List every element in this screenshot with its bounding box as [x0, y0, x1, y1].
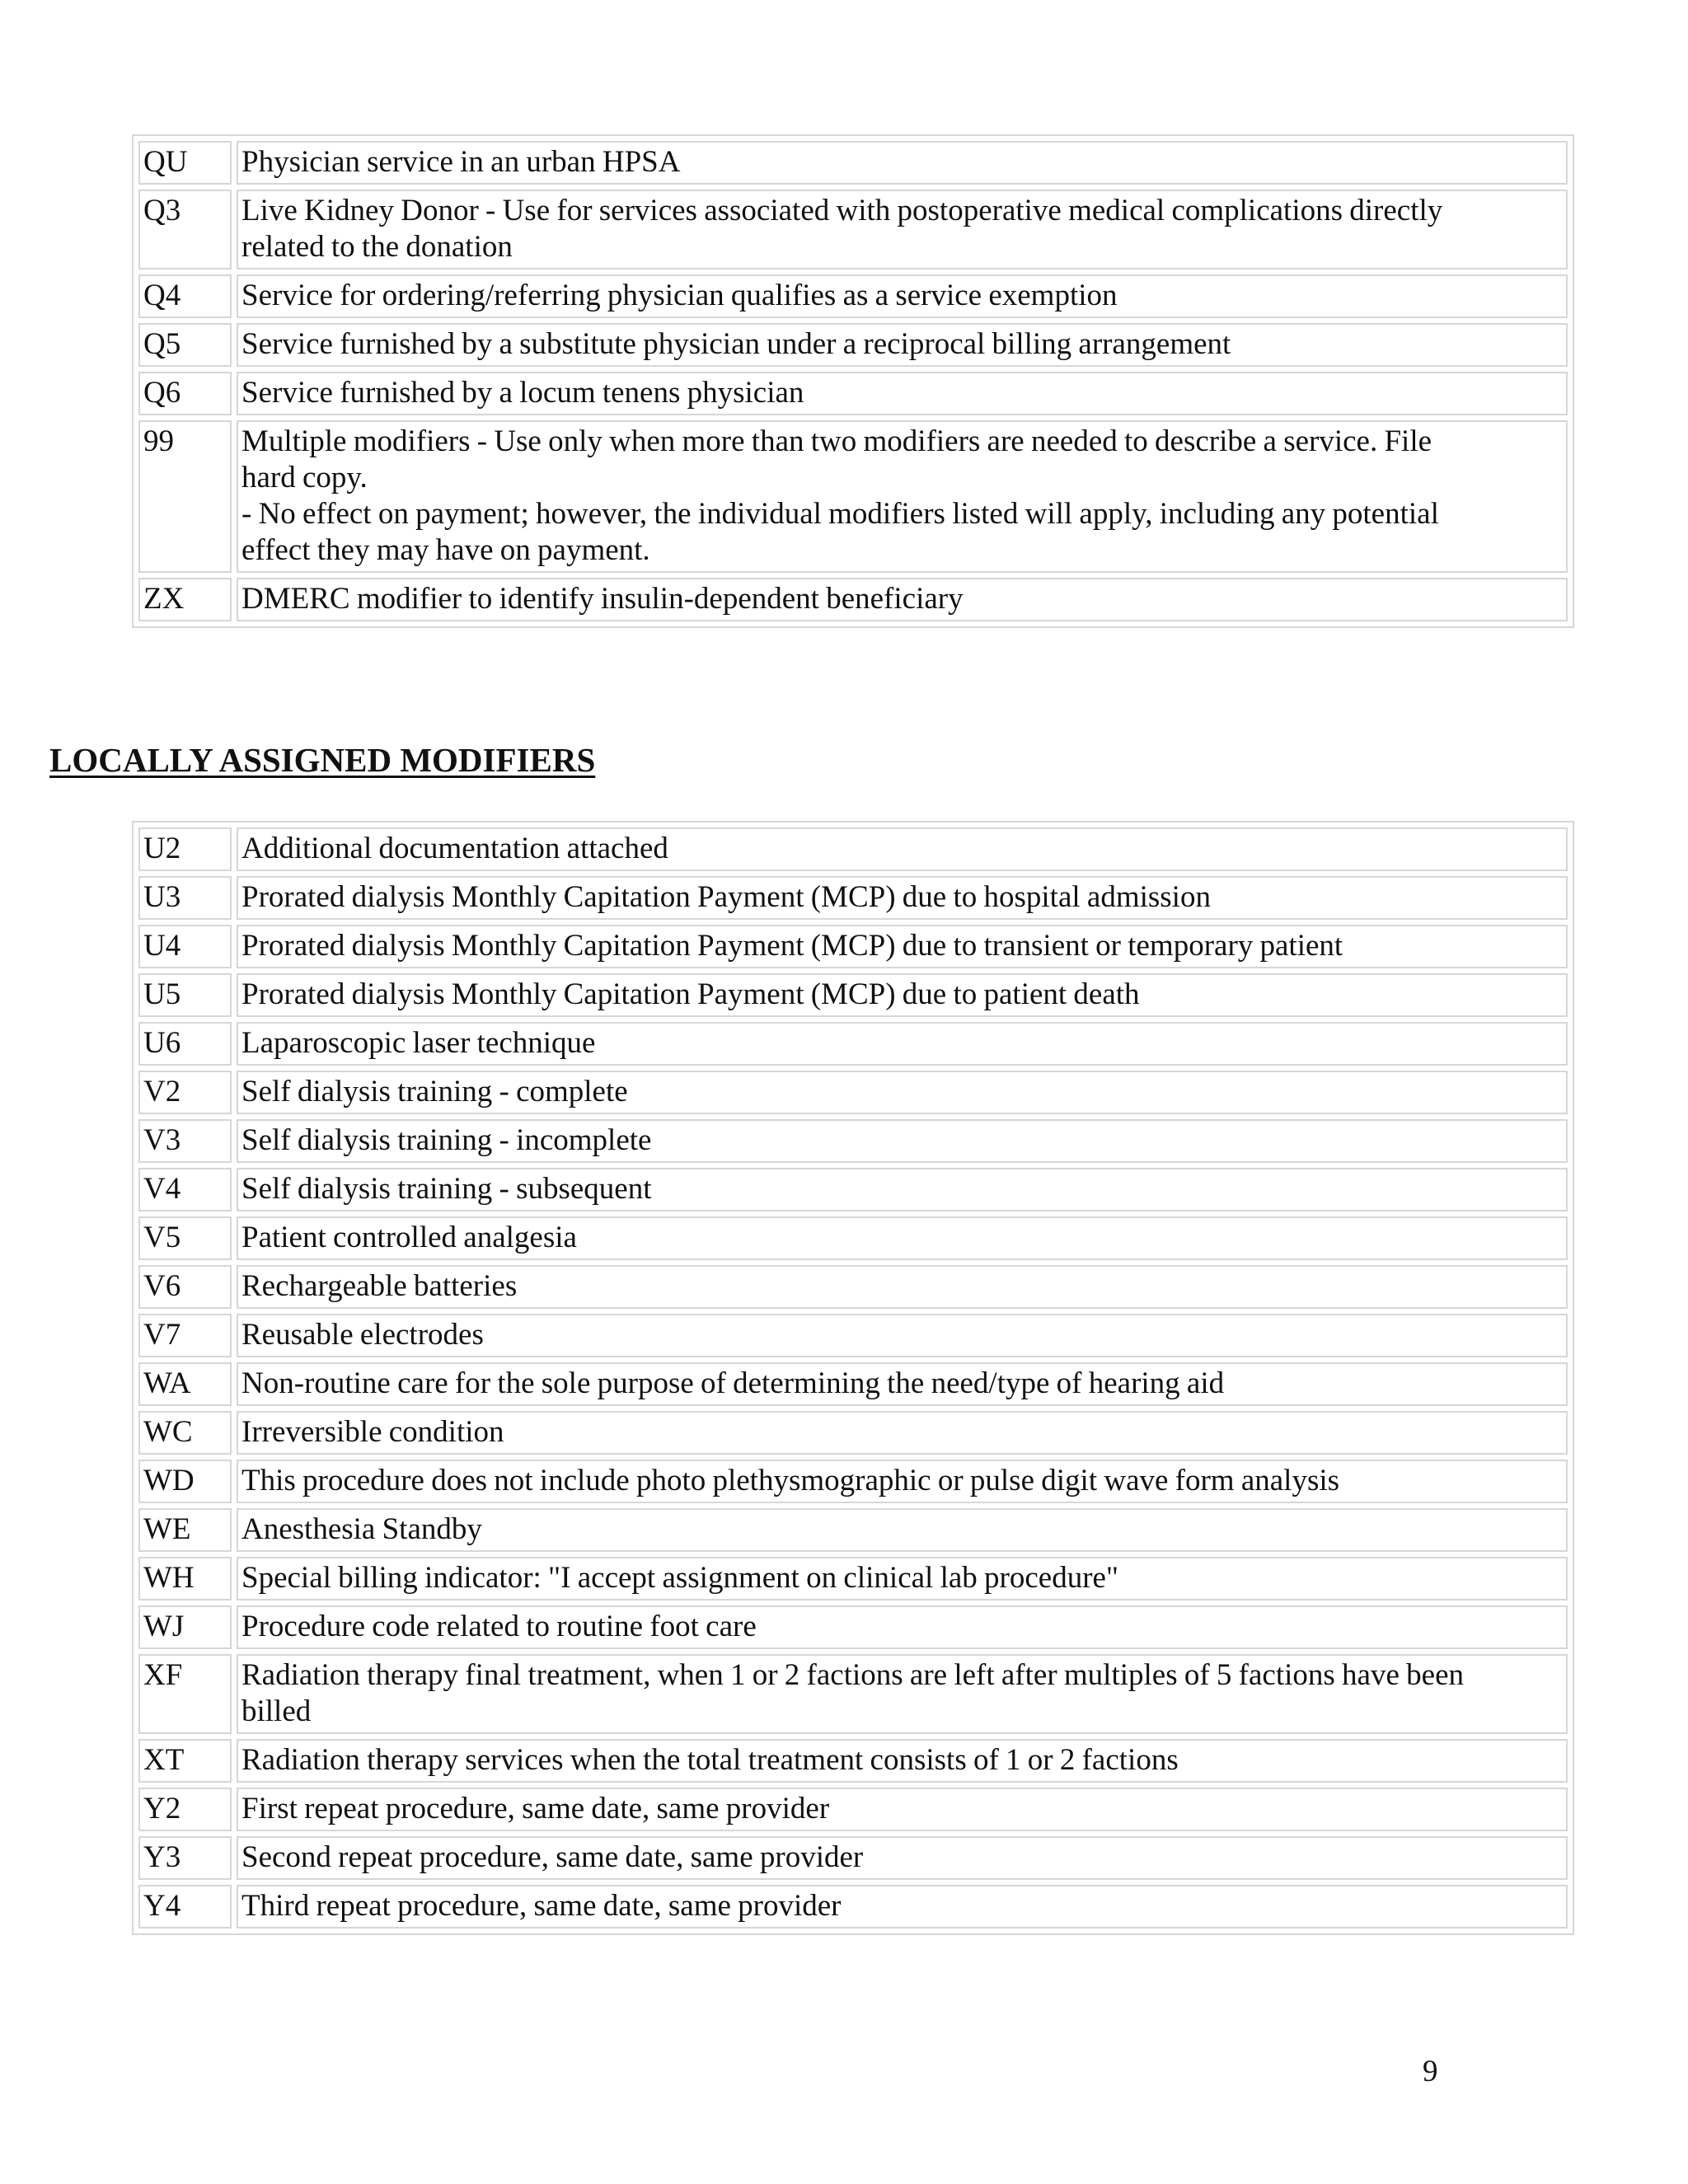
modifier-code: U2 — [138, 827, 232, 871]
modifier-description — [237, 141, 1568, 185]
description-line: Rechargeable batteries — [241, 1269, 518, 1303]
description-line: Third repeat procedure, same date, same provider — [241, 1889, 842, 1923]
table-row — [138, 1460, 1568, 1503]
modifier-description — [237, 274, 1568, 318]
modifier-code: U6 — [138, 1022, 232, 1066]
table-row — [138, 190, 1568, 269]
description-line: Prorated dialysis Monthly Capitation Payment (MCP) due to transient or temporary patient — [241, 929, 1343, 963]
description-line: Additional documentation attached — [241, 832, 668, 865]
table-row — [138, 973, 1568, 1017]
modifier-code: Q5 — [138, 323, 232, 367]
modifier-description — [237, 1557, 1568, 1601]
table-row — [138, 1168, 1568, 1212]
description-line: Self dialysis training - complete — [241, 1075, 628, 1108]
modifier-description — [237, 1119, 1568, 1163]
modifier-code: XF — [138, 1654, 232, 1734]
modifier-code: QU — [138, 141, 232, 185]
modifier-description — [237, 973, 1568, 1017]
table-row — [138, 1654, 1568, 1734]
description-line: hard copy. — [241, 461, 368, 494]
modifier-code: U3 — [138, 876, 232, 920]
modifier-description — [237, 1788, 1568, 1831]
description-line: Anesthesia Standby — [241, 1512, 482, 1546]
modifier-code: U4 — [138, 925, 232, 968]
description-line: Radiation therapy services when the total treatment consists of 1 or 2 factions — [241, 1743, 1179, 1777]
modifier-code: U5 — [138, 973, 232, 1017]
modifier-code: WE — [138, 1508, 232, 1552]
modifier-description — [237, 1314, 1568, 1357]
description-line: Patient controlled analgesia — [241, 1221, 577, 1254]
modifier-description — [237, 1885, 1568, 1929]
modifier-code: WA — [138, 1362, 232, 1406]
table-row — [138, 1885, 1568, 1929]
modifier-description — [237, 420, 1568, 573]
description-line: Physician service in an urban HPSA — [241, 145, 681, 179]
modifier-description — [237, 1508, 1568, 1552]
modifier-description — [237, 1022, 1568, 1066]
modifier-code: V3 — [138, 1119, 232, 1163]
description-line: Self dialysis training - incomplete — [241, 1123, 652, 1157]
description-line: Non-routine care for the sole purpose of determining the need/type of hearing aid — [241, 1366, 1225, 1400]
locally-assigned-modifier-table-body — [138, 827, 1568, 1929]
table-row — [138, 1557, 1568, 1601]
description-line: effect they may have on payment. — [241, 533, 650, 567]
modifier-code: Y3 — [138, 1836, 232, 1880]
description-line: Service furnished by a substitute physician under a reciprocal billing arrangement — [241, 327, 1231, 361]
modifier-description — [237, 876, 1568, 920]
description-line: Special billing indicator: "I accept assignment on clinical lab procedure" — [241, 1561, 1119, 1595]
modifier-description — [237, 372, 1568, 415]
modifier-code: Y4 — [138, 1885, 232, 1929]
modifier-description — [237, 1071, 1568, 1114]
table-row — [138, 925, 1568, 968]
table-row — [138, 1362, 1568, 1406]
description-line: Laparoscopic laser technique — [241, 1026, 596, 1060]
modifier-code: V6 — [138, 1265, 232, 1309]
modifier-code: V5 — [138, 1216, 232, 1260]
table-row — [138, 578, 1568, 621]
description-line: Service furnished by a locum tenens physician — [241, 376, 804, 410]
modifier-code: Q4 — [138, 274, 232, 318]
description-line: Prorated dialysis Monthly Capitation Payment (MCP) due to hospital admission — [241, 880, 1211, 914]
table-row — [138, 1265, 1568, 1309]
table-row — [138, 323, 1568, 367]
modifier-description — [237, 925, 1568, 968]
modifier-code: WD — [138, 1460, 232, 1503]
table-row — [138, 827, 1568, 871]
modifier-code: ZX — [138, 578, 232, 621]
description-line: - No effect on payment; however, the individual modifiers listed will apply, including any potential — [241, 497, 1439, 531]
modifier-description — [237, 1654, 1568, 1734]
modifier-description — [237, 827, 1568, 871]
table-row — [138, 420, 1568, 573]
description-line: First repeat procedure, same date, same provider — [241, 1792, 830, 1825]
description-line: Procedure code related to routine foot care — [241, 1610, 757, 1643]
description-line: Prorated dialysis Monthly Capitation Payment (MCP) due to patient death — [241, 977, 1140, 1011]
table-row — [138, 1788, 1568, 1831]
section-heading-locally-assigned-modifiers: LOCALLY ASSIGNED MODIFIERS — [49, 741, 596, 779]
table-row — [138, 1836, 1568, 1880]
table-row — [138, 1739, 1568, 1783]
table-row — [138, 1071, 1568, 1114]
modifier-description — [237, 1362, 1568, 1406]
description-line: Reusable electrodes — [241, 1318, 484, 1352]
table-row — [138, 1411, 1568, 1455]
description-line: Irreversible condition — [241, 1415, 504, 1449]
modifier-code: WC — [138, 1411, 232, 1455]
description-line: billed — [241, 1694, 312, 1728]
description-line: related to the donation — [241, 230, 513, 264]
modifier-description — [237, 1605, 1568, 1649]
table-row — [138, 1508, 1568, 1552]
description-line: Live Kidney Donor - Use for services associated with postoperative medical complications directly — [241, 194, 1443, 227]
modifier-description — [237, 1216, 1568, 1260]
table-row — [138, 1022, 1568, 1066]
modifier-description — [237, 1460, 1568, 1503]
table-row — [138, 274, 1568, 318]
page-number: 9 — [1423, 2055, 1438, 2088]
modifier-description — [237, 1168, 1568, 1212]
description-line: Self dialysis training - subsequent — [241, 1172, 652, 1206]
description-line: Radiation therapy final treatment, when 1 or 2 factions are left after multiples of 5 factions have been — [241, 1658, 1464, 1692]
modifier-description — [237, 1836, 1568, 1880]
description-line: DMERC modifier to identify insulin-dependent beneficiary — [241, 582, 964, 616]
table-row — [138, 1605, 1568, 1649]
modifier-description — [237, 578, 1568, 621]
description-line: Second repeat procedure, same date, same provider — [241, 1840, 864, 1874]
modifier-code: V2 — [138, 1071, 232, 1114]
table-row — [138, 1216, 1568, 1260]
modifier-code: WH — [138, 1557, 232, 1601]
table-row — [138, 1119, 1568, 1163]
modifier-code: XT — [138, 1739, 232, 1783]
modifier-code: V4 — [138, 1168, 232, 1212]
modifier-description — [237, 323, 1568, 367]
description-line: Service for ordering/referring physician qualifies as a service exemption — [241, 279, 1118, 312]
modifier-code: V7 — [138, 1314, 232, 1357]
modifier-code: Y2 — [138, 1788, 232, 1831]
modifier-description — [237, 1411, 1568, 1455]
modifier-description — [237, 1265, 1568, 1309]
table-row — [138, 876, 1568, 920]
table-row — [138, 141, 1568, 185]
modifier-table-continued — [132, 134, 1574, 628]
modifier-code: WJ — [138, 1605, 232, 1649]
description-line: This procedure does not include photo plethysmographic or pulse digit wave form analysis — [241, 1464, 1340, 1497]
modifier-code: Q6 — [138, 372, 232, 415]
modifier-table-body — [138, 141, 1568, 621]
locally-assigned-modifier-table — [132, 821, 1574, 1935]
modifier-description — [237, 1739, 1568, 1783]
modifier-description — [237, 190, 1568, 269]
table-row — [138, 372, 1568, 415]
table-row — [138, 1314, 1568, 1357]
modifier-code: 99 — [138, 420, 232, 573]
modifier-code: Q3 — [138, 190, 232, 269]
description-line: Multiple modifiers - Use only when more than two modifiers are needed to describe a service. File — [241, 424, 1432, 458]
